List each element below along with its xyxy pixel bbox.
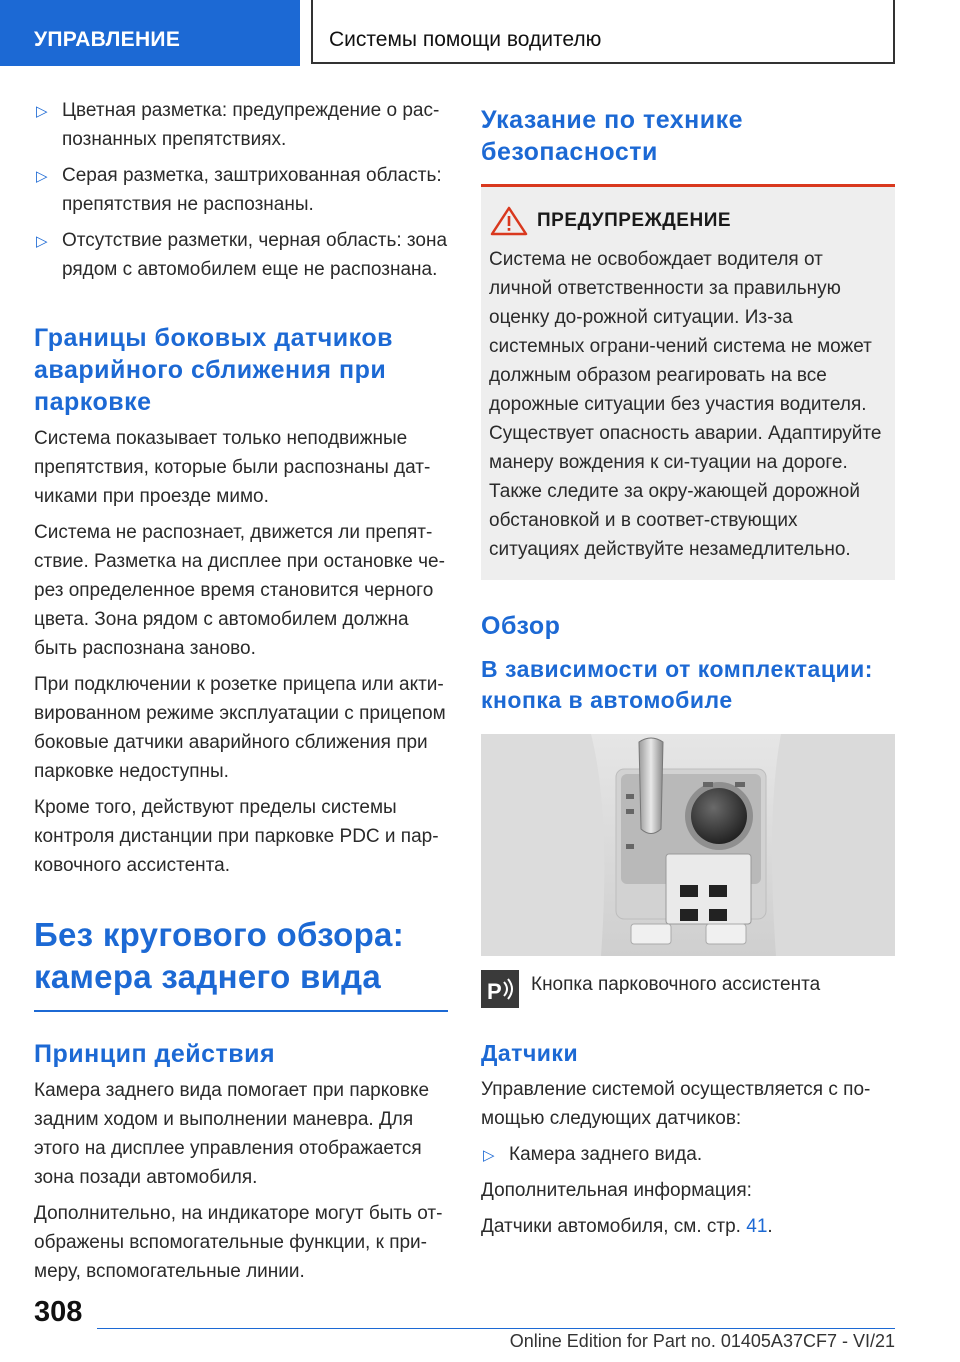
header-section-tab: УПРАВЛЕНИЕ: [0, 0, 300, 66]
right-column: [481, 96, 895, 1248]
bullet-triangle-icon: ▷: [483, 1147, 495, 1164]
paragraph: Дополнительная информация:: [481, 1180, 752, 1201]
paragraph: Кроме того, действуют пределы системы контроля дистанции при парковке PDC и пар-ковочного ассистента.: [34, 797, 439, 876]
cross-reference-text: Датчики автомобиля, см. стр.: [481, 1216, 747, 1237]
heading-rule: [34, 1010, 448, 1012]
paragraph: Система показывает только неподвижные препятствия, которые были распознаны дат-чиками при проезде мимо.: [34, 428, 431, 507]
list-item: [481, 1140, 895, 1169]
list-item: [34, 226, 448, 284]
parking-assistant-icon: [481, 970, 519, 1008]
header-chapter-title: Системы помощи водителю: [311, 0, 895, 64]
warning-header: [489, 205, 885, 237]
list-item-text: Отсутствие разметки, черная область: зона рядом с автомобилем еще не распознана.: [62, 230, 448, 280]
warning-box: [481, 184, 895, 580]
principle-heading: Принцип действия: [34, 1040, 276, 1068]
button-label: Кнопка парковочного ассистента: [531, 974, 821, 995]
paragraph: При подключении к розетке прицепа или акти-вированном режиме эксплуатации с прицепом боковые датчики аварийного сближения при парковке недоступны.: [34, 674, 446, 782]
warning-triangle-icon: [489, 205, 529, 237]
paragraph: Дополнительно, на индикаторе могут быть от-ображены вспомогательные функции, к при-меру, вспомогательные линии.: [34, 1203, 443, 1282]
list-item-text: Камера заднего вида.: [509, 1144, 703, 1165]
footer-rule: [97, 1328, 895, 1329]
button-legend: [481, 970, 895, 1008]
list-item: [34, 96, 448, 154]
center-console-photo: [481, 734, 895, 956]
cross-reference-end: .: [767, 1216, 773, 1237]
list-item: [34, 161, 448, 219]
bullet-triangle-icon: ▷: [36, 168, 48, 185]
warning-text: Система не освобождает водителя от личной ответственности за правильную оценку до-рожной ситуации. Из-за системных ограни-чений система не может должным образом реагировать на все дорожные ситуации без участия водителя. Существует опасность аварии. Адаптируйте манеру вождения к си-туации на дороге. Также следите за окру-жающей дорожной обстановкой и в соответ-ствующих ситуациях действуйте незамедлительно.: [489, 249, 882, 560]
main-heading: Без кругового обзора: камера заднего вида: [34, 916, 404, 995]
page-number: 308: [34, 1296, 83, 1328]
button-heading: В зависимости от комплектации: кнопка в автомобиле: [481, 656, 873, 713]
cross-reference: [481, 1212, 895, 1241]
left-column: [34, 96, 448, 1293]
list-item-text: Цветная разметка: предупреждение о рас-познанных препятствиях.: [62, 100, 440, 150]
list-item-text: Серая разметка, заштрихованная область: препятствия не распознаны.: [62, 165, 442, 215]
paragraph: Система не распознает, движется ли препят-ствие. Разметка на дисплее при остановке че-рез определенное время становится черного цвета. Зона рядом с автомобилем должна быть распознана заново.: [34, 522, 445, 659]
bullet-triangle-icon: ▷: [36, 233, 48, 250]
page-link[interactable]: 41: [746, 1216, 768, 1237]
svg-text:P: P: [487, 979, 502, 1004]
safety-heading: Указание по технике безопасности: [481, 106, 744, 166]
bullet-triangle-icon: ▷: [36, 103, 48, 120]
sensors-heading: Датчики: [481, 1040, 579, 1066]
footer-edition: Online Edition for Part no. 01405A37CF7 - VI/21: [509, 1331, 895, 1351]
paragraph: Камера заднего вида помогает при парковке задним ходом и выполнении маневра. Для этого на дисплее управления отображается зона позади автомобиля.: [34, 1080, 430, 1188]
warning-title: ПРЕДУПРЕЖДЕНИЕ: [537, 210, 732, 231]
limits-heading: Границы боковых датчиков аварийного сближения при парковке: [34, 324, 393, 416]
overview-heading: Обзор: [481, 612, 561, 640]
paragraph: Управление системой осуществляется с по-мощью следующих датчиков:: [481, 1079, 871, 1129]
